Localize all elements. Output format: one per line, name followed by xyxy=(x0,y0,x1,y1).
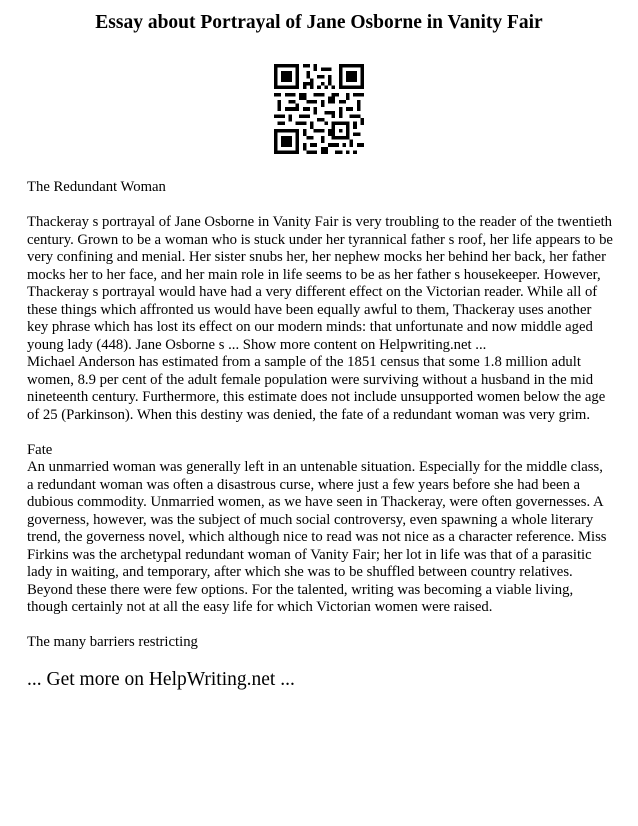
essay-body xyxy=(27,179,613,692)
paragraph-3: An unmarried woman was generally left in an untenable situation. Especially for the middle class, a redundant woman was often a disastrous curse, where just a few years before she had been a dubious commodity. Unmarried women, as we have seen in Thackeray, were often governesses. A governess, however, was the subject of much social controversy, even spawning a whole literary trend, the governess novel, which although nice to read was not nice as a character reference. Miss Firkins was the archetypal redundant woman of Vanity Fair; her lot in life was that of a parasitic lady in waiting, and temporary, after which she was to be shuffled between country relatives. Beyond these there were few options. For the talented, writing was becoming a viable living, though certainly not at all the easy life for which Victorian women were raised. xyxy=(27,459,607,615)
section-heading-fate: Fate xyxy=(27,441,53,458)
document-title: Essay about Portrayal of Jane Osborne in Vanity Fair xyxy=(95,12,543,33)
more-content-link[interactable]: ... Get more on HelpWriting.net ... xyxy=(27,668,295,690)
paragraph-1: Thackeray s portrayal of Jane Osborne in Vanity Fair is very troubling to the reader of the twentieth century. Grown to be a woman who is stuck under her tyrannical father s roof, her life appears to be very confining and menial. Her sister snubs her, her nephew mocks her behind her back, her father mocks her to her face, and her main role in life seems to be as her father s housekeeper. However, Thackeray s portrayal would have had a very different effect on the Victorian reader. While all of these things which affronted us would have been equally awful to them, Thackeray uses another key phrase which has lost its effect on our modern minds: that unfortunate and now middle aged young lady (448). Jane Osborne s ... Show more content on Helpwriting.net ... xyxy=(27,214,613,353)
section-heading-redundant-woman: The Redundant Woman xyxy=(27,179,166,195)
paragraph-4: The many barriers restricting xyxy=(27,634,198,650)
paragraph-2: Michael Anderson has estimated from a sample of the 1851 census that some 1.8 million adult women, 8.9 per cent of the adult female population were surviving without a husband in the mid nineteenth century. Furthermore, this estimate does not include unsupported women below the age of 25 (Parkinson). When this destiny was denied, the fate of a redundant woman was very grim. xyxy=(27,354,606,423)
qr-code-icon[interactable] xyxy=(274,64,364,154)
